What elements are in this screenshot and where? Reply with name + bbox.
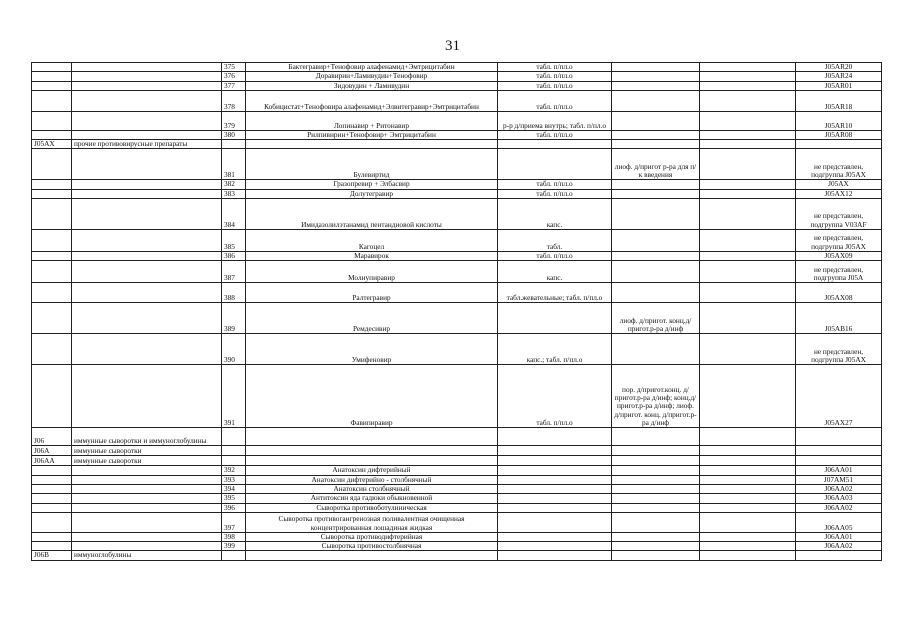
empty-cell	[700, 63, 796, 72]
group-cell	[72, 466, 222, 475]
number-cell: 395	[222, 494, 246, 503]
table-row	[32, 428, 882, 446]
dosage-form-alt-cell	[612, 72, 700, 81]
atc-cell	[32, 261, 72, 283]
table-row	[32, 111, 882, 130]
atc-code-cell: J05AR08	[796, 130, 882, 139]
dosage-form-cell: табл.	[498, 230, 612, 252]
drug-name-cell: Антитоксин яда гадюки обыкновенной	[246, 494, 498, 503]
group-cell	[72, 230, 222, 252]
dosage-form-cell: табл. п/пл.о	[498, 365, 612, 428]
dosage-form-alt-cell	[612, 140, 700, 149]
dosage-form-alt-cell	[612, 230, 700, 252]
atc-code-cell: J06AA02	[796, 503, 882, 512]
atc-cell: J06A	[32, 446, 72, 456]
table-row	[32, 542, 882, 551]
table-row	[32, 475, 882, 484]
group-cell	[72, 252, 222, 261]
drug-name-cell: Ремдесивир	[246, 303, 498, 334]
atc-cell	[32, 303, 72, 334]
dosage-form-alt-cell	[612, 551, 700, 560]
group-cell	[72, 494, 222, 503]
number-cell: 392	[222, 466, 246, 475]
empty-cell	[700, 230, 796, 252]
atc-code-cell	[796, 428, 882, 446]
dosage-form-alt-cell	[612, 428, 700, 446]
empty-cell	[700, 466, 796, 475]
dosage-form-cell: табл. п/пл.о	[498, 252, 612, 261]
group-cell	[72, 72, 222, 81]
number-cell: 377	[222, 81, 246, 90]
number-cell: 399	[222, 542, 246, 551]
atc-code-cell: J06AA01	[796, 532, 882, 541]
atc-cell	[32, 63, 72, 72]
dosage-form-cell	[498, 551, 612, 560]
drug-name-cell: Сыворотка противостолбнячная	[246, 542, 498, 551]
dosage-form-cell	[498, 456, 612, 466]
empty-cell	[700, 428, 796, 446]
empty-cell	[700, 484, 796, 493]
atc-cell	[32, 512, 72, 532]
dosage-form-alt-cell	[612, 130, 700, 139]
group-cell	[72, 189, 222, 198]
dosage-form-cell: табл. п/пл.о	[498, 72, 612, 81]
empty-cell	[700, 446, 796, 456]
dosage-form-cell	[498, 149, 612, 180]
atc-code-cell: J05AB16	[796, 303, 882, 334]
group-cell	[72, 512, 222, 532]
empty-cell	[700, 130, 796, 139]
table-row	[32, 140, 882, 149]
atc-code-cell	[796, 551, 882, 560]
number-cell: 398	[222, 532, 246, 541]
empty-cell	[700, 494, 796, 503]
number-cell: 375	[222, 63, 246, 72]
atc-cell	[32, 475, 72, 484]
dosage-form-cell	[498, 303, 612, 334]
group-cell	[72, 180, 222, 189]
table-row	[32, 466, 882, 475]
group-cell	[72, 63, 222, 72]
table-body	[32, 63, 882, 561]
group-cell	[72, 303, 222, 334]
drug-table	[31, 62, 882, 561]
table-row	[32, 90, 882, 111]
dosage-form-alt-cell	[612, 111, 700, 130]
group-cell: иммунные сыворотки	[72, 446, 222, 456]
dosage-form-alt-cell	[612, 532, 700, 541]
table-row	[32, 189, 882, 198]
drug-name-cell: Кагоцел	[246, 230, 498, 252]
atc-code-cell: J06AA03	[796, 494, 882, 503]
drug-name-cell: Гразопревир + Элбасвир	[246, 180, 498, 189]
empty-cell	[700, 180, 796, 189]
drug-name-cell	[246, 551, 498, 560]
dosage-form-alt-cell	[612, 512, 700, 532]
dosage-form-alt-cell	[612, 283, 700, 303]
empty-cell	[700, 532, 796, 541]
number-cell: 385	[222, 230, 246, 252]
drug-name-cell	[246, 456, 498, 466]
number-cell: 383	[222, 189, 246, 198]
atc-cell	[32, 81, 72, 90]
drug-name-cell: Анатоксин дифтерийно - столбнячный	[246, 475, 498, 484]
table-row	[32, 551, 882, 560]
group-cell	[72, 261, 222, 283]
table-row	[32, 81, 882, 90]
drug-name-cell: Маравирок	[246, 252, 498, 261]
table-row	[32, 334, 882, 365]
drug-name-cell: Лопинавир + Ритонавир	[246, 111, 498, 130]
group-cell	[72, 334, 222, 365]
number-cell	[222, 428, 246, 446]
table-row	[32, 230, 882, 252]
dosage-form-cell: капс.	[498, 261, 612, 283]
page-number: 31	[445, 38, 460, 54]
table-row	[32, 63, 882, 72]
atc-code-cell: J05AR24	[796, 72, 882, 81]
dosage-form-cell	[498, 475, 612, 484]
dosage-form-alt-cell	[612, 252, 700, 261]
atc-cell	[32, 130, 72, 139]
group-cell	[72, 199, 222, 230]
empty-cell	[700, 303, 796, 334]
group-cell	[72, 542, 222, 551]
atc-cell	[32, 90, 72, 111]
table-row	[32, 512, 882, 532]
group-cell: иммунные сыворотки	[72, 456, 222, 466]
atc-cell	[32, 180, 72, 189]
atc-cell	[32, 503, 72, 512]
atc-cell	[32, 111, 72, 130]
group-cell	[72, 90, 222, 111]
atc-cell: J06	[32, 428, 72, 446]
number-cell: 391	[222, 365, 246, 428]
atc-code-cell: J05AX	[796, 180, 882, 189]
drug-name-cell: Булевиртид	[246, 149, 498, 180]
dosage-form-cell: р-р д/приема внутрь; табл. п/пл.о	[498, 111, 612, 130]
number-cell	[222, 446, 246, 456]
drug-name-cell: Имидазолилэтанамид пентандиовой кислоты	[246, 199, 498, 230]
atc-code-cell: J06AA01	[796, 466, 882, 475]
atc-cell	[32, 189, 72, 198]
group-cell	[72, 484, 222, 493]
group-cell: иммунные сыворотки и иммуноглобулины	[72, 428, 222, 446]
table-row	[32, 130, 882, 139]
empty-cell	[700, 72, 796, 81]
atc-code-cell: не представлен, подгруппа V03AF	[796, 199, 882, 230]
dosage-form-cell: табл. п/пл.о	[498, 130, 612, 139]
number-cell: 380	[222, 130, 246, 139]
number-cell: 379	[222, 111, 246, 130]
number-cell: 390	[222, 334, 246, 365]
empty-cell	[700, 252, 796, 261]
drug-name-cell: Анатоксин дифтерийный	[246, 466, 498, 475]
group-cell	[72, 283, 222, 303]
empty-cell	[700, 456, 796, 466]
number-cell: 397	[222, 512, 246, 532]
table-row	[32, 72, 882, 81]
atc-cell	[32, 283, 72, 303]
drug-name-cell	[246, 446, 498, 456]
atc-code-cell: J06AA05	[796, 512, 882, 532]
atc-code-cell: J06AA02	[796, 484, 882, 493]
drug-name-cell: Бактегравир+Тенофовир алафенамид+Эмтрицитабин	[246, 63, 498, 72]
atc-cell	[32, 542, 72, 551]
drug-name-cell: Доравирин+Ламивудин+Тенофовир	[246, 72, 498, 81]
number-cell	[222, 456, 246, 466]
dosage-form-alt-cell	[612, 261, 700, 283]
atc-cell	[32, 230, 72, 252]
drug-name-cell: Анатоксин столбнячный	[246, 484, 498, 493]
table-row	[32, 199, 882, 230]
group-cell: иммуноглобулины	[72, 551, 222, 560]
dosage-form-cell	[498, 466, 612, 475]
atc-code-cell: J05AX08	[796, 283, 882, 303]
dosage-form-alt-cell	[612, 63, 700, 72]
dosage-form-cell: табл. п/пл.о	[498, 63, 612, 72]
drug-name-cell	[246, 428, 498, 446]
number-cell	[222, 551, 246, 560]
dosage-form-alt-cell	[612, 484, 700, 493]
number-cell: 394	[222, 484, 246, 493]
group-cell: прочие противовирусные препараты	[72, 140, 222, 149]
number-cell: 376	[222, 72, 246, 81]
dosage-form-alt-cell: лиоф. д/пригот р-ра для п/к введения	[612, 149, 700, 180]
empty-cell	[700, 149, 796, 180]
empty-cell	[700, 475, 796, 484]
dosage-form-cell	[498, 512, 612, 532]
empty-cell	[700, 261, 796, 283]
number-cell: 393	[222, 475, 246, 484]
empty-cell	[700, 189, 796, 198]
atc-code-cell: не представлен, подгруппа J05AX	[796, 334, 882, 365]
atc-cell	[32, 72, 72, 81]
atc-code-cell: J07AM51	[796, 475, 882, 484]
drug-name-cell: Ралтегравир	[246, 283, 498, 303]
dosage-form-cell	[498, 484, 612, 493]
atc-cell	[32, 334, 72, 365]
empty-cell	[700, 90, 796, 111]
number-cell: 388	[222, 283, 246, 303]
drug-name-cell: Сыворотка противоботулиническая	[246, 503, 498, 512]
atc-code-cell	[796, 446, 882, 456]
table-row	[32, 149, 882, 180]
atc-code-cell	[796, 456, 882, 466]
atc-code-cell: J05AR18	[796, 90, 882, 111]
atc-cell	[32, 252, 72, 261]
table-row	[32, 180, 882, 189]
dosage-form-alt-cell	[612, 90, 700, 111]
empty-cell	[700, 140, 796, 149]
group-cell	[72, 532, 222, 541]
atc-code-cell: J05AX27	[796, 365, 882, 428]
drug-name-cell	[246, 140, 498, 149]
dosage-form-alt-cell	[612, 542, 700, 551]
dosage-form-cell	[498, 503, 612, 512]
table-row	[32, 532, 882, 541]
atc-cell	[32, 149, 72, 180]
number-cell: 396	[222, 503, 246, 512]
table-row	[32, 503, 882, 512]
dosage-form-cell	[498, 542, 612, 551]
group-cell	[72, 81, 222, 90]
dosage-form-cell: табл. п/пл.о	[498, 180, 612, 189]
dosage-form-cell: капс.	[498, 199, 612, 230]
number-cell: 378	[222, 90, 246, 111]
dosage-form-alt-cell: лиоф. д/пригот. конц.д/пригот.р-ра д/инф	[612, 303, 700, 334]
dosage-form-alt-cell	[612, 199, 700, 230]
drug-name-cell: Сыворотка противодифтерийная	[246, 532, 498, 541]
dosage-form-cell	[498, 532, 612, 541]
dosage-form-alt-cell	[612, 466, 700, 475]
table-row	[32, 484, 882, 493]
number-cell: 381	[222, 149, 246, 180]
group-cell	[72, 503, 222, 512]
dosage-form-alt-cell	[612, 475, 700, 484]
dosage-form-cell: табл. п/пл.о	[498, 81, 612, 90]
dosage-form-alt-cell	[612, 81, 700, 90]
table-row	[32, 365, 882, 428]
atc-code-cell: не представлен, подгруппа J05AX	[796, 149, 882, 180]
dosage-form-cell	[498, 494, 612, 503]
group-cell	[72, 365, 222, 428]
group-cell	[72, 149, 222, 180]
number-cell: 387	[222, 261, 246, 283]
dosage-form-alt-cell: пор. д/пригот.конц. д/пригот.р-ра д/инф; конц.д/пригот.р-ра д/инф; лиоф. д/пригот. конц. д/пригот.р-ра д/инф	[612, 365, 700, 428]
drug-name-cell: Сыворотка противогангренозная поливалентная очищенная концентрированная лошадиная жидкая	[246, 512, 498, 532]
empty-cell	[700, 551, 796, 560]
atc-cell	[32, 365, 72, 428]
table-row	[32, 252, 882, 261]
empty-cell	[700, 503, 796, 512]
drug-name-cell: Фавипиравир	[246, 365, 498, 428]
dosage-form-cell	[498, 446, 612, 456]
dosage-form-alt-cell	[612, 503, 700, 512]
number-cell: 386	[222, 252, 246, 261]
atc-code-cell: J05AX09	[796, 252, 882, 261]
table-row	[32, 456, 882, 466]
table-row	[32, 261, 882, 283]
drug-name-cell: Долутегравир	[246, 189, 498, 198]
atc-code-cell: J05AR20	[796, 63, 882, 72]
atc-cell	[32, 494, 72, 503]
dosage-form-alt-cell	[612, 456, 700, 466]
group-cell	[72, 475, 222, 484]
dosage-form-cell: табл. п/пл.о	[498, 189, 612, 198]
atc-code-cell: J05AR01	[796, 81, 882, 90]
table-row	[32, 446, 882, 456]
atc-cell: J06AA	[32, 456, 72, 466]
dosage-form-cell: табл.жевательные; табл. п/пл.о	[498, 283, 612, 303]
dosage-form-cell	[498, 428, 612, 446]
drug-name-cell: Кобицистат+Тенофовира алафенамид+Элвитегравир+Эмтрицитабин	[246, 90, 498, 111]
empty-cell	[700, 111, 796, 130]
table-row	[32, 494, 882, 503]
atc-cell	[32, 199, 72, 230]
number-cell	[222, 140, 246, 149]
dosage-form-alt-cell	[612, 446, 700, 456]
table-row	[32, 303, 882, 334]
atc-code-cell: J05AX12	[796, 189, 882, 198]
atc-code-cell: J06AA02	[796, 542, 882, 551]
number-cell: 382	[222, 180, 246, 189]
group-cell	[72, 111, 222, 130]
drug-name-cell: Молнупиравир	[246, 261, 498, 283]
atc-cell: J06B	[32, 551, 72, 560]
atc-code-cell: не представлен, подгруппа J05A	[796, 261, 882, 283]
atc-code-cell	[796, 140, 882, 149]
dosage-form-alt-cell	[612, 189, 700, 198]
empty-cell	[700, 199, 796, 230]
empty-cell	[700, 542, 796, 551]
dosage-form-alt-cell	[612, 334, 700, 365]
drug-name-cell: Умифеновир	[246, 334, 498, 365]
empty-cell	[700, 81, 796, 90]
atc-code-cell: J05AR10	[796, 111, 882, 130]
atc-cell	[32, 484, 72, 493]
atc-code-cell: не представлен, подгруппа J05AX	[796, 230, 882, 252]
dosage-form-alt-cell	[612, 494, 700, 503]
drug-name-cell: Рилпивирин+Тенофовир+ Эмтрицитабин	[246, 130, 498, 139]
atc-cell	[32, 532, 72, 541]
group-cell	[72, 130, 222, 139]
atc-cell: J05AX	[32, 140, 72, 149]
dosage-form-alt-cell	[612, 180, 700, 189]
empty-cell	[700, 365, 796, 428]
dosage-form-cell	[498, 140, 612, 149]
number-cell: 384	[222, 199, 246, 230]
empty-cell	[700, 334, 796, 365]
empty-cell	[700, 283, 796, 303]
number-cell: 389	[222, 303, 246, 334]
dosage-form-cell: табл. п/пл.о	[498, 90, 612, 111]
table-row	[32, 283, 882, 303]
empty-cell	[700, 512, 796, 532]
atc-cell	[32, 466, 72, 475]
drug-name-cell: Зидовудин + Ламивудин	[246, 81, 498, 90]
dosage-form-cell: капс.; табл. п/пл.о	[498, 334, 612, 365]
